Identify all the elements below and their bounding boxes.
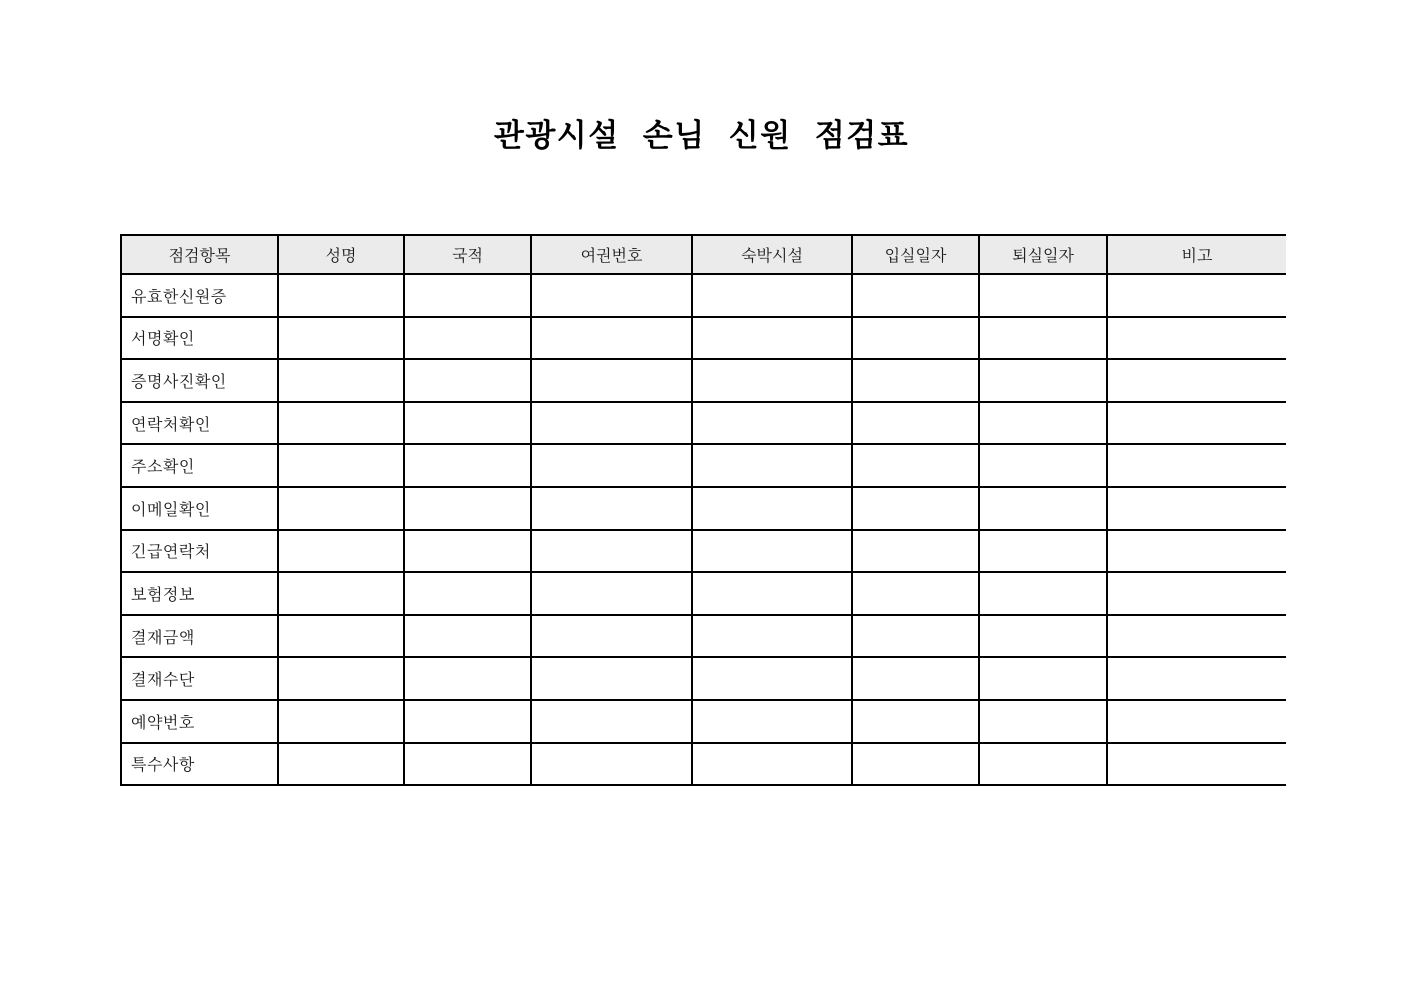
empty-cell [851,531,978,574]
empty-cell [1106,318,1286,361]
empty-cell [403,531,530,574]
empty-cell [851,616,978,659]
empty-cell [530,744,691,787]
empty-cell [978,318,1106,361]
table-row [120,658,1286,701]
empty-cell [1106,573,1286,616]
empty-cell [403,744,530,787]
empty-cell [1106,616,1286,659]
empty-cell [691,701,851,744]
empty-cell [530,573,691,616]
empty-cell [403,318,530,361]
empty-cell [277,616,403,659]
empty-cell [691,318,851,361]
column-header-6: 입실일자 [851,234,978,275]
row-label: 긴급연락처 [120,531,277,574]
empty-cell [978,701,1106,744]
row-label: 예약번호 [120,701,277,744]
empty-cell [978,658,1106,701]
row-label: 보험정보 [120,573,277,616]
empty-cell [403,360,530,403]
empty-cell [530,531,691,574]
empty-cell [277,488,403,531]
empty-cell [530,658,691,701]
column-header-8: 비고 [1106,234,1286,275]
empty-cell [978,573,1106,616]
column-header-3: 국적 [403,234,530,275]
table-row [120,531,1286,574]
empty-cell [1106,360,1286,403]
empty-cell [691,403,851,446]
column-header-7: 퇴실일자 [978,234,1106,275]
table-row [120,318,1286,361]
table-row [120,360,1286,403]
empty-cell [1106,488,1286,531]
empty-cell [978,744,1106,787]
empty-cell [978,488,1106,531]
row-label: 결재수단 [120,658,277,701]
empty-cell [978,445,1106,488]
column-header-2: 성명 [277,234,403,275]
empty-cell [851,744,978,787]
table-row [120,701,1286,744]
empty-cell [403,488,530,531]
empty-cell [277,275,403,318]
empty-cell [530,318,691,361]
empty-cell [851,445,978,488]
empty-cell [530,403,691,446]
row-label: 서명확인 [120,318,277,361]
empty-cell [277,318,403,361]
empty-cell [851,360,978,403]
empty-cell [978,616,1106,659]
empty-cell [691,445,851,488]
empty-cell [691,488,851,531]
empty-cell [530,616,691,659]
empty-cell [1106,531,1286,574]
table-row [120,403,1286,446]
table-row [120,573,1286,616]
empty-cell [851,275,978,318]
empty-cell [530,701,691,744]
table-row [120,744,1286,787]
empty-cell [403,445,530,488]
empty-cell [851,573,978,616]
header-row [120,234,1286,275]
checklist-table [120,234,1286,786]
column-header-1: 점검항목 [120,234,277,275]
row-label: 특수사항 [120,744,277,787]
page-title: 관광시설 손님 신원 점검표 [493,118,910,153]
empty-cell [277,658,403,701]
empty-cell [403,658,530,701]
empty-cell [1106,658,1286,701]
empty-cell [978,403,1106,446]
empty-cell [403,701,530,744]
row-label: 주소확인 [120,445,277,488]
empty-cell [530,360,691,403]
table-row [120,616,1286,659]
empty-cell [691,658,851,701]
table-header [120,234,1286,275]
column-header-4: 여권번호 [530,234,691,275]
empty-cell [277,360,403,403]
empty-cell [691,531,851,574]
empty-cell [978,275,1106,318]
empty-cell [1106,275,1286,318]
empty-cell [691,275,851,318]
empty-cell [1106,403,1286,446]
empty-cell [530,275,691,318]
empty-cell [691,573,851,616]
empty-cell [403,275,530,318]
row-label: 연락처확인 [120,403,277,446]
empty-cell [403,573,530,616]
empty-cell [277,403,403,446]
empty-cell [1106,744,1286,787]
empty-cell [691,744,851,787]
table-row [120,488,1286,531]
empty-cell [851,318,978,361]
empty-cell [851,658,978,701]
row-label: 유효한신원증 [120,275,277,318]
empty-cell [691,360,851,403]
empty-cell [277,531,403,574]
empty-cell [978,360,1106,403]
empty-cell [277,445,403,488]
empty-cell [530,445,691,488]
empty-cell [851,701,978,744]
empty-cell [851,488,978,531]
row-label: 이메일확인 [120,488,277,531]
empty-cell [403,616,530,659]
empty-cell [530,488,691,531]
empty-cell [277,744,403,787]
table-body [120,275,1286,786]
table-row [120,445,1286,488]
row-label: 결재금액 [120,616,277,659]
empty-cell [851,403,978,446]
column-header-5: 숙박시설 [691,234,851,275]
empty-cell [277,573,403,616]
empty-cell [1106,701,1286,744]
row-label: 증명사진확인 [120,360,277,403]
empty-cell [403,403,530,446]
empty-cell [1106,445,1286,488]
empty-cell [691,616,851,659]
table-row [120,275,1286,318]
empty-cell [277,701,403,744]
empty-cell [978,531,1106,574]
